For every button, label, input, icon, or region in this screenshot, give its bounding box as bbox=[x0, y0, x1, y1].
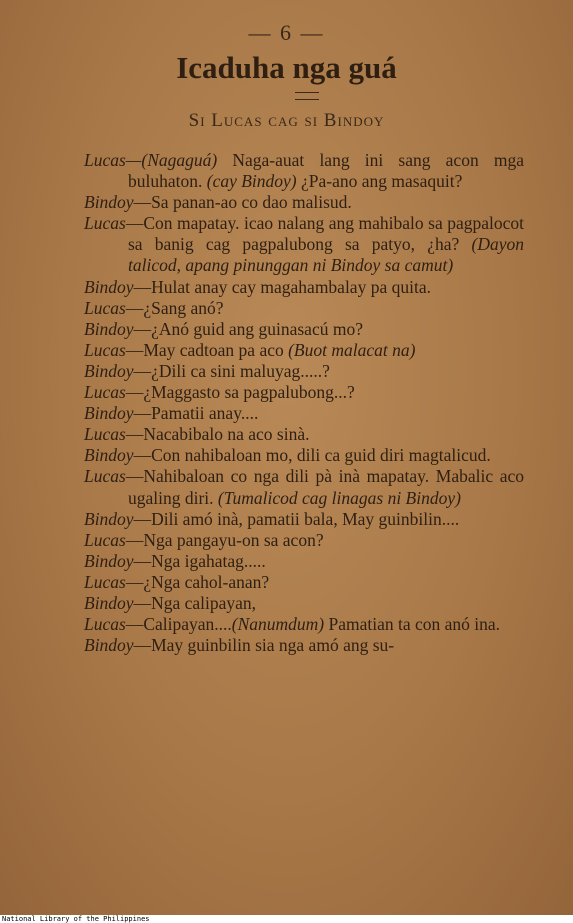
speaker-name: Bindoy bbox=[84, 550, 134, 571]
stage-direction: (Nanumdum) bbox=[231, 614, 325, 635]
dialogue-line bbox=[84, 466, 524, 508]
spoken-text: —¿Anó guid ang guinasacú mo? bbox=[133, 318, 363, 339]
dialogue-line bbox=[84, 277, 524, 298]
dialogue-line bbox=[84, 572, 524, 593]
speaker-name: Lucas— bbox=[84, 150, 142, 170]
spoken-text: —¿Dili ca sini maluyag.....? bbox=[133, 360, 330, 381]
spoken-text: —Pamatii anay.... bbox=[133, 403, 259, 424]
speaker-name: Lucas bbox=[84, 614, 126, 635]
speaker-name: Bindoy bbox=[84, 592, 134, 613]
spoken-text: —Nga igahatag..... bbox=[133, 550, 266, 571]
dialogue-line bbox=[84, 361, 524, 382]
dialogue-line bbox=[84, 445, 524, 466]
dialogue-line bbox=[84, 340, 524, 361]
speaker-name: Bindoy bbox=[84, 635, 134, 656]
spoken-text: —Sa panan-ao co dao malisud. bbox=[133, 192, 352, 213]
spoken-text: —May guinbilin sia nga amó ang su- bbox=[133, 635, 395, 656]
stage-direction: (Dayon talicod, apang pinunggan ni Bindoy sa camut) bbox=[128, 234, 524, 276]
spoken-text: —May cadtoan pa aco bbox=[125, 339, 289, 360]
speaker-name: Bindoy bbox=[84, 508, 134, 529]
spoken-text: —Dili amó inà, pamatii bala, May guinbilin.... bbox=[133, 508, 460, 529]
dialogue-line bbox=[84, 192, 524, 213]
dialogue-line bbox=[84, 530, 524, 551]
spoken-text: ¿Pa-ano ang masaquit? bbox=[296, 171, 463, 192]
dialogue-line bbox=[84, 319, 524, 340]
dialogue-line bbox=[84, 150, 524, 192]
spoken-text: —Hulat anay cay magahambalay pa quita. bbox=[133, 276, 431, 297]
section-title: Si Lucas cag si Bindoy bbox=[188, 110, 385, 131]
stage-direction: (Tumalicod cag linagas ni Bindoy) bbox=[217, 487, 461, 508]
title-double-rule bbox=[295, 92, 319, 100]
spoken-text: —¿Nga cahol-anan? bbox=[125, 571, 270, 592]
stage-direction: (Nagaguá) bbox=[141, 150, 218, 170]
speaker-name: Bindoy bbox=[84, 318, 134, 339]
speaker-name: Lucas bbox=[84, 571, 126, 592]
speaker-name: Bindoy bbox=[84, 445, 134, 466]
spoken-text: —Con nahibaloan mo, dili ca guid diri magtalicud. bbox=[133, 445, 491, 466]
speaker-name: Bindoy bbox=[84, 403, 134, 424]
spoken-text: —¿Maggasto sa pagpalubong...? bbox=[125, 382, 355, 403]
dialogue-line bbox=[84, 403, 524, 424]
dialogue-line bbox=[84, 551, 524, 572]
speaker-name: Lucas bbox=[84, 213, 126, 234]
dialogue-line bbox=[84, 382, 524, 403]
library-credit: National Library of the Philippines bbox=[0, 915, 573, 923]
dialogue-line bbox=[84, 614, 524, 635]
dialogue-line bbox=[84, 509, 524, 530]
speaker-name: Lucas bbox=[84, 529, 126, 550]
speaker-name: Lucas bbox=[84, 339, 126, 360]
spoken-text: Pamatian ta con anó ina. bbox=[324, 614, 501, 635]
spoken-text: —Calipayan.... bbox=[125, 614, 232, 635]
speaker-name: Lucas bbox=[84, 466, 126, 487]
dialogue-line bbox=[84, 298, 524, 319]
spoken-text: —Nga calipayan, bbox=[133, 592, 257, 613]
stage-direction: (Buot malacat na) bbox=[288, 339, 416, 360]
speaker-name: Lucas bbox=[84, 424, 126, 445]
speaker-name: Lucas bbox=[84, 297, 126, 318]
dialogue-line bbox=[84, 213, 524, 276]
spoken-text: —Nacabibalo na aco sinà. bbox=[125, 424, 310, 445]
spoken-text: Naga-auat lang ini sang acon mga buluhaton. bbox=[128, 150, 524, 192]
spoken-text: —Nahibaloan co nga dili pà inà mapatay. Mabalic aco ugaling diri. bbox=[125, 466, 524, 508]
spoken-text: —Nga pangayu-on sa acon? bbox=[125, 529, 324, 550]
dialogue-line bbox=[84, 424, 524, 445]
speaker-name: Bindoy bbox=[84, 192, 134, 213]
speaker-name: Bindoy bbox=[84, 276, 134, 297]
speaker-name: Bindoy bbox=[84, 360, 134, 381]
speaker-name: Lucas bbox=[84, 382, 126, 403]
spoken-text: —Con mapatay. icao nalang ang mahibalo sa pagpalocot sa banig cag pagpalubong sa patyo, ¿ha? bbox=[125, 213, 524, 255]
stage-direction: (cay Bindoy) bbox=[206, 171, 297, 192]
chapter-title: Icaduha nga guá bbox=[176, 50, 397, 85]
dialogue-line bbox=[84, 635, 524, 656]
dialogue-block bbox=[84, 150, 524, 656]
dialogue-line bbox=[84, 593, 524, 614]
spoken-text: —¿Sang anó? bbox=[125, 297, 224, 318]
page-number: — 6 — bbox=[248, 20, 325, 45]
